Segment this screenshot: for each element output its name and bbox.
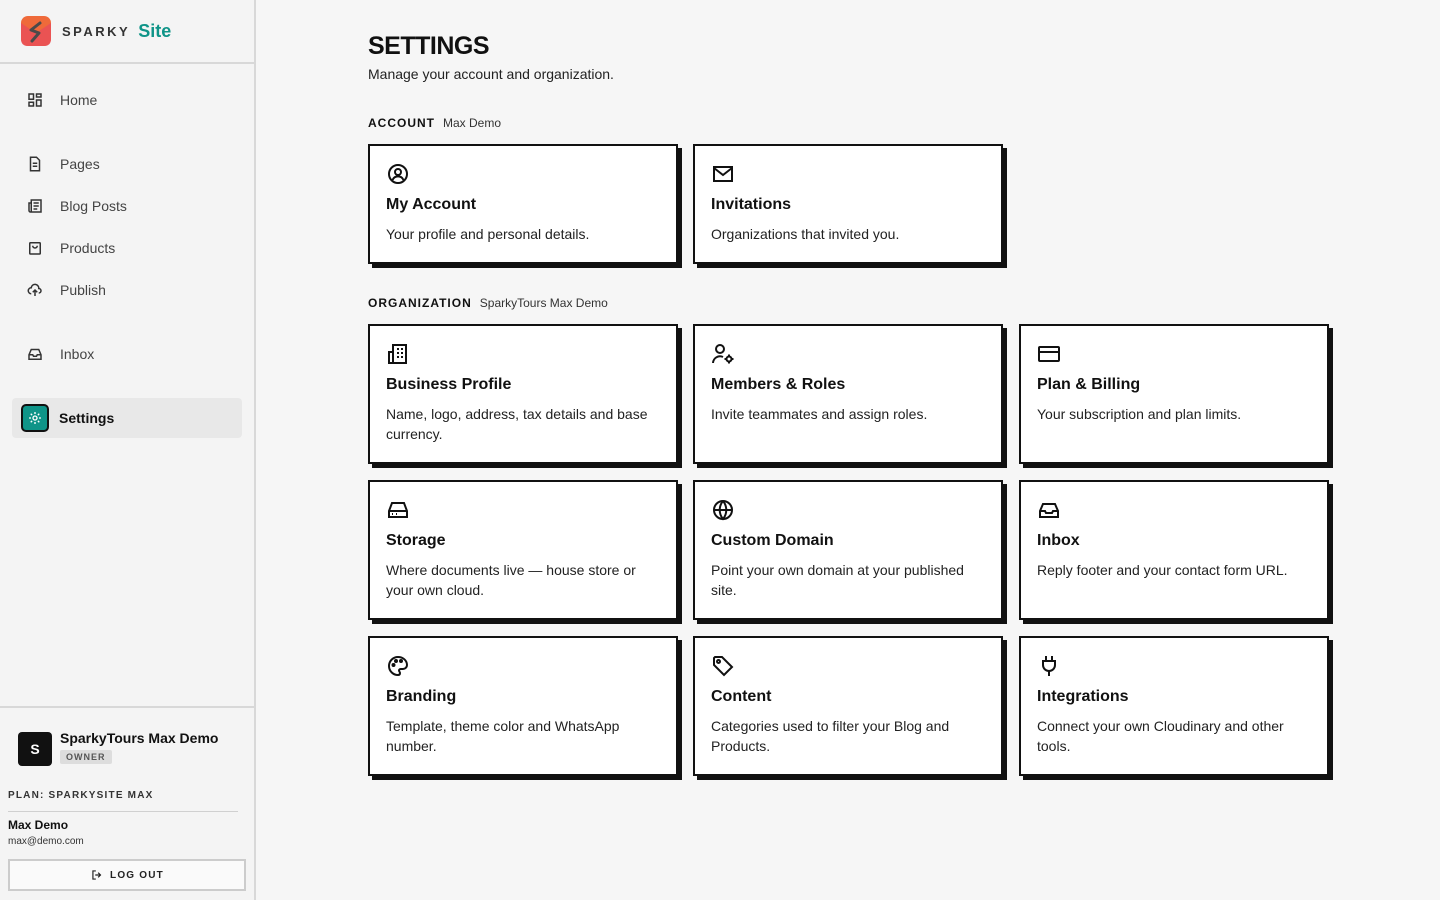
brand-word: SPARKY: [62, 23, 131, 39]
inbox-icon: [26, 345, 44, 363]
nav-pages-label: Pages: [60, 156, 100, 172]
cloud-upload-icon: [26, 281, 44, 299]
nav-settings[interactable]: [12, 398, 242, 438]
card-content[interactable]: [693, 636, 1003, 776]
newspaper-icon: [26, 197, 44, 215]
card-description: Where documents live — house store or your own cloud.: [386, 562, 636, 598]
account-footer: [0, 706, 254, 891]
card-title: Branding: [386, 688, 457, 705]
card-description: Reply footer and your contact form URL.: [1037, 562, 1288, 578]
nav-blog-posts-label: Blog Posts: [60, 198, 127, 214]
account-section-owner: Max Demo: [443, 116, 502, 130]
card-description: Categories used to filter your Blog and Products.: [711, 718, 950, 754]
card-inbox[interactable]: [1019, 480, 1329, 620]
plug-icon: [1037, 654, 1061, 678]
card-description: Invite teammates and assign roles.: [711, 406, 928, 422]
card-title: Invitations: [711, 196, 792, 213]
org-section-owner: SparkyTours Max Demo: [479, 296, 608, 310]
card-description: Your subscription and plan limits.: [1037, 406, 1242, 422]
sparky-logo-icon: [20, 15, 52, 47]
card-title: Storage: [386, 532, 446, 549]
card-integrations[interactable]: [1019, 636, 1329, 776]
brand-site: Site: [138, 20, 172, 41]
sidebar: [0, 0, 256, 900]
org-switcher[interactable]: [8, 730, 246, 766]
card-title: Members & Roles: [711, 376, 846, 393]
mail-icon: [711, 162, 735, 186]
card-description: Name, logo, address, tax details and base currency.: [386, 406, 648, 442]
nav-products[interactable]: [12, 228, 242, 268]
user-name: Max Demo: [8, 818, 69, 832]
card-description: Point your own domain at your published site.: [711, 562, 964, 598]
nav-inbox[interactable]: [12, 334, 242, 374]
credit-card-icon: [1037, 342, 1061, 366]
page-title: SETTINGS: [368, 32, 490, 60]
org-section-label: [368, 296, 608, 310]
card-branding[interactable]: [368, 636, 678, 776]
nav-publish-label: Publish: [60, 282, 106, 298]
nav-blog-posts[interactable]: [12, 186, 242, 226]
org-name: SparkyTours Max Demo: [60, 730, 219, 746]
card-title: Plan & Billing: [1037, 376, 1141, 393]
logout-icon: [90, 868, 104, 882]
logout-label: LOG OUT: [110, 869, 164, 881]
card-title: Custom Domain: [711, 532, 834, 549]
card-invitations[interactable]: [693, 144, 1003, 264]
nav-inbox-label: Inbox: [60, 346, 95, 362]
card-custom-domain[interactable]: [693, 480, 1003, 620]
nav-publish[interactable]: [12, 270, 242, 310]
brand-header[interactable]: [0, 0, 254, 64]
org-section-title: ORGANIZATION: [368, 296, 472, 310]
card-description: Template, theme color and WhatsApp number.: [386, 718, 620, 754]
hard-drive-icon: [386, 498, 410, 522]
tag-icon: [711, 654, 735, 678]
palette-icon: [386, 654, 410, 678]
gear-icon: [27, 410, 43, 426]
card-title: My Account: [386, 196, 477, 213]
card-title: Integrations: [1037, 688, 1129, 705]
settings-icon-box: [21, 404, 49, 432]
page-subtitle: Manage your account and organization.: [368, 66, 614, 82]
nav-settings-label: Settings: [59, 410, 115, 426]
shopping-bag-icon: [26, 239, 44, 257]
globe-icon: [711, 498, 735, 522]
inbox-icon: [1037, 498, 1061, 522]
user-gear-icon: [711, 342, 735, 366]
user-email: max@demo.com: [8, 836, 84, 847]
grid-icon: [26, 91, 44, 109]
card-title: Content: [711, 688, 772, 705]
logout-button[interactable]: [8, 859, 246, 891]
building-icon: [386, 342, 410, 366]
account-section-label: [368, 116, 501, 130]
nav-home-label: Home: [60, 92, 98, 108]
org-avatar: S: [18, 732, 52, 766]
user-circle-icon: [386, 162, 410, 186]
account-section-title: ACCOUNT: [368, 116, 435, 130]
card-plan-billing[interactable]: [1019, 324, 1329, 464]
card-title: Inbox: [1037, 532, 1080, 549]
nav-pages[interactable]: [12, 144, 242, 184]
file-icon: [26, 155, 44, 173]
role-badge: OWNER: [60, 750, 112, 764]
card-description: Organizations that invited you.: [711, 226, 900, 242]
card-title: Business Profile: [386, 376, 512, 393]
nav-home[interactable]: [12, 80, 242, 120]
card-members-roles[interactable]: [693, 324, 1003, 464]
card-business-profile[interactable]: [368, 324, 678, 464]
card-storage[interactable]: [368, 480, 678, 620]
card-description: Connect your own Cloudinary and other tools.: [1037, 718, 1284, 754]
card-my-account[interactable]: [368, 144, 678, 264]
plan-label: PLAN: SPARKYSITE MAX: [8, 790, 238, 812]
nav-products-label: Products: [60, 240, 116, 256]
card-description: Your profile and personal details.: [386, 226, 590, 242]
